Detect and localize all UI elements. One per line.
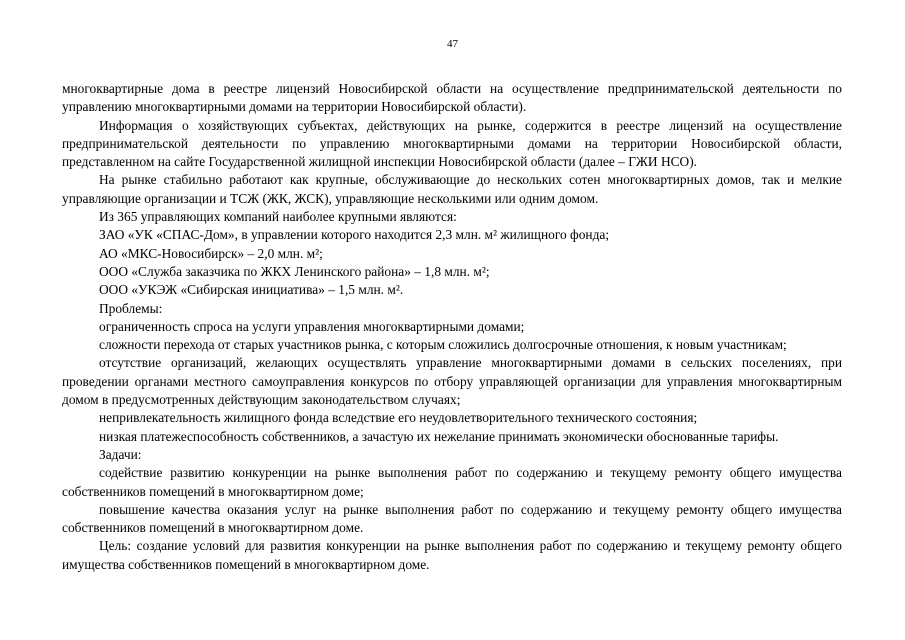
list-item-task: повышение качества оказания услуг на рынке выполнения работ по содержанию и текущему ремонту общего имущества собственников помещений в многоквартирном доме. [62,501,842,536]
list-item-problem: ограниченность спроса на услуги управления многоквартирными домами; [99,318,525,334]
list-item-company: АО «МКС-Новосибирск» – 2,0 млн. м²; [99,245,323,261]
list-item-problem: непривлекательность жилищного фонда вследствие его неудовлетворительного технического состояния; [99,410,698,426]
list-item-company: ЗАО «УК «СПАС-Дом», в управлении которого находится 2,3 млн. м² жилищного фонда; [99,227,610,243]
list-item-company: ООО «Служба заказчика по ЖКХ Ленинского района» – 1,8 млн. м²; [99,263,490,279]
paragraph-market-participants: На рынке стабильно работают как крупные, обслуживающие до нескольких сотен многоквартирных домов, так и мелкие управляющие организации и ТСЖ (ЖК, ЖСК), управляющие несколькими или одним домом. [62,172,842,206]
section-heading-problems: Проблемы: [99,300,163,316]
list-item-task: содействие развитию конкуренции на рынке выполнения работ по содержанию и текущему ремонту общего имущества собственников помещений в многоквартирном доме; [62,465,842,499]
page-number: 47 [447,38,458,50]
paragraph-continuation: многоквартирные дома в реестре лицензий Новосибирской области на осуществление предпринимательской деятельности по управлению многоквартирными домами на территории Новосибирской области). [62,81,842,115]
paragraph-information: Информация о хозяйствующих субъектах, действующих на рынке, содержится в реестре лицензий на осуществление предпринимательской деятельности по управлению многоквартирными домами на территории Новосибирской области, представленном на сайте Государственной жилищной инспекции Новосибирской области (далее – ГЖИ НСО). [62,117,842,170]
section-heading-tasks: Задачи: [99,446,142,462]
paragraph-largest-companies-intro: Из 365 управляющих компаний наиболее крупными являются: [99,209,457,225]
paragraph-goal: Цель: создание условий для развития конкуренции на рынке выполнения работ по содержанию и текущему ремонту общего имущества собственников помещений в многоквартирном доме. [62,538,842,572]
list-item-problem: сложности перехода от старых участников рынка, с которым сложились долгосрочные отношения, к новым участникам; [99,337,787,353]
list-item-company: ООО «УКЭЖ «Сибирская инициатива» – 1,5 млн. м². [99,282,404,298]
list-item-problem: низкая платежеспособность собственников, а зачастую их нежелание принимать экономически обоснованные тарифы. [99,428,779,444]
document-body [62,80,842,574]
list-item-problem: отсутствие организаций, желающих осуществлять управление многоквартирными домами в сельских поселениях, при проведении органами местного самоуправления конкурсов по отбору управляющей организации для управления многоквартирным домом в предусмотренных действующим законодательством случаях; [62,355,842,408]
